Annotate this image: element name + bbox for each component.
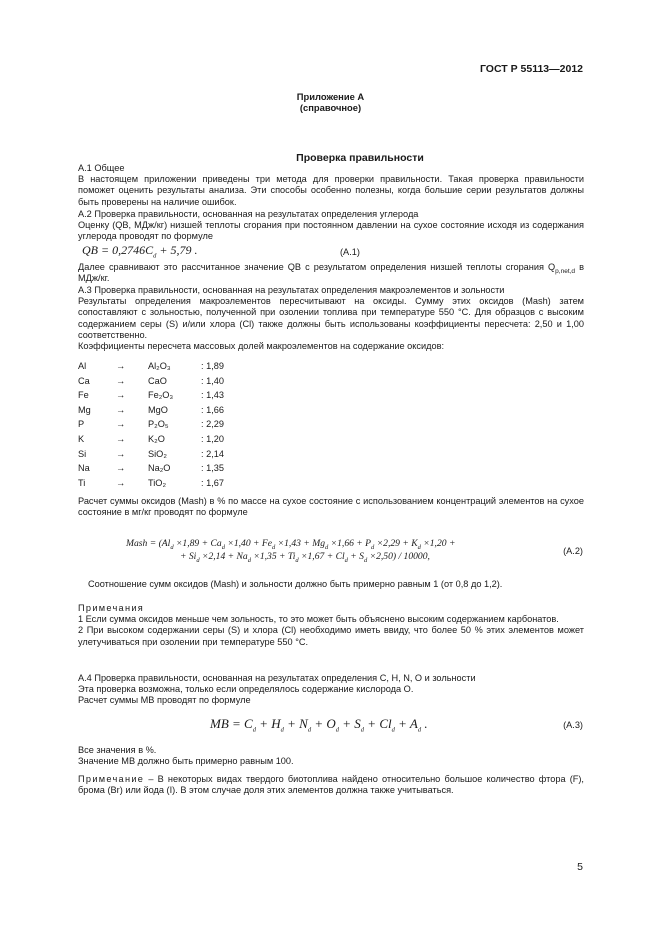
element-symbol: K	[78, 434, 85, 444]
a4-text2: Расчет суммы MB проводят по формуле	[78, 695, 251, 706]
conversion-factor: : 1,40	[201, 375, 224, 386]
a4-after1: Все значения в %.	[78, 745, 157, 755]
element-symbol: Al	[78, 361, 87, 371]
a2-heading: А.2 Проверка правильности, основанная на результатах определения углерода	[78, 209, 419, 219]
standard-header: ГОСТ Р 55113—2012	[479, 63, 583, 75]
oxide-formula: CaO	[148, 375, 167, 386]
section-a2	[78, 209, 584, 243]
a1-text: В настоящем приложении приведены три метода для проверки правильности. Такая проверка правильности поможет оценить результаты анализа. Эти способы особенно полезны, когда большие серии результатов должны быть проверены на наличие ошибок.	[78, 174, 584, 207]
formula-a2	[126, 537, 455, 563]
arrow-icon: →	[116, 448, 126, 459]
ratio-text: Соотношение сумм оксидов (Mash) и зольности должно быть примерно равным 1 (от 0,8 до 1,2).	[88, 579, 503, 589]
a3-heading: А.3 Проверка правильности, основанная на результатах определения макроэлементов и зольности	[78, 285, 505, 295]
arrow-icon: →	[116, 419, 126, 430]
element-symbol: Ti	[78, 477, 86, 488]
a4-note-text: – В некоторых видах твердого биотоплива найдено относительно большое количество фтора (F), брома (Br) или йода (I). В этом случае доля этих элементов должна также учитываться.	[78, 774, 584, 796]
note-1: 1 Если сумма оксидов меньше чем зольность, то это может быть объяснено высоким содержанием карбонатов.	[78, 614, 559, 625]
oxide-formula: MgO	[148, 404, 168, 415]
a1-heading: А.1 Общее	[78, 163, 125, 173]
a3-text: Результаты определения макроэлементов пересчитывают на оксиды. Сумму этих оксидов (Mash) затем сопоставляют с зольностью, полученной при озолении топлива при температуре 550 °С. Для образцов с высоким содержанием серы (S) и/или хлора (Cl) также должны быть использованы коэффициенты пересчета: 2,50 и 1,00 соответственно.	[78, 296, 584, 340]
appendix-subtitle: (справочное)	[299, 102, 362, 113]
oxide-formula: SiO₂	[148, 448, 167, 459]
formula-a1: QB = $0,2746C_d + 5,79$ .	[82, 243, 198, 260]
conversion-factor: : 1,35	[201, 463, 224, 474]
conversion-factor: : 2,14	[201, 448, 224, 459]
a4-after2: Значение MB должно быть примерно равным 100.	[78, 756, 294, 767]
arrow-icon: →	[116, 361, 126, 371]
a4-after	[78, 745, 584, 767]
element-symbol: Si	[78, 448, 87, 459]
notes-block	[78, 603, 584, 648]
a4-text1: Эта проверка возможна, только если определялось содержание кислорода О.	[78, 684, 414, 695]
a2-text: Оценку (QB, МДж/кг) низшей теплоты сгорания при постоянном давлении на сухое состояние исходя из содержания углерода проводят по формуле	[78, 220, 584, 242]
arrow-icon: →	[116, 434, 126, 444]
section-a3	[78, 285, 584, 352]
conversion-factor: : 1,67	[201, 477, 224, 488]
element-symbol: P	[78, 419, 85, 430]
a2-after: Далее сравнивают это рассчитанное значение QB с результатом определения низшей теплоты сгорания $Q_{p,net,d}$ в МДж/кг.	[78, 262, 584, 284]
formula-a2-line1: Mash = ($Al_d \times 1,89 + Ca_d \times 1,40 + Fe_d \times 1,43 + Mg_d \times 1,66 + P_d \times 2,29 + K_d \times 1,20$ +	[126, 538, 456, 551]
section-a4	[78, 673, 584, 707]
element-symbol: Mg	[78, 404, 91, 415]
element-symbol: Na	[78, 463, 90, 474]
arrow-icon: →	[116, 375, 126, 386]
arrow-icon: →	[116, 463, 126, 474]
oxide-formula: Fe₂O₃	[148, 390, 174, 401]
appendix-title: Приложение А	[296, 91, 365, 102]
arrow-icon: →	[116, 404, 126, 415]
formula-a3: MB = $C_d + H_d + N_d + O_d + S_d + Cl_d + A_d$ .	[210, 716, 428, 734]
section-a1	[78, 163, 584, 208]
conversion-factor: : 1,20	[201, 434, 224, 444]
a4-note	[78, 774, 584, 796]
element-symbol: Fe	[78, 390, 89, 401]
formula-a2-line2: + $Si_d \times 2,14 + Na_d \times 1,35 + Ti_d \times 1,67 + Cl_d + S_d \times 2,50) / 10000$,	[180, 551, 430, 564]
appendix-heading	[0, 91, 661, 113]
a3-coef-intro: Коэффициенты пересчета массовых долей макроэлементов на содержание оксидов:	[78, 341, 445, 352]
conversion-factor: : 2,29	[201, 419, 224, 430]
formula-a2-number: (A.2)	[563, 546, 583, 556]
oxide-formula: K₂O	[148, 434, 165, 444]
notes-title: Примечания	[78, 603, 145, 613]
oxide-formula: TiO₂	[148, 477, 167, 488]
arrow-icon: →	[116, 477, 126, 488]
conversion-factor: : 1,89	[201, 361, 224, 371]
note-2: 2 При высоком содержании серы (S) и хлора (Cl) необходимо иметь ввиду, что более 50 % этих элементов может улетучиваться при озолении при температуре 550 °С.	[78, 625, 584, 647]
conversion-factor: : 1,43	[201, 390, 224, 401]
arrow-icon: →	[116, 390, 126, 401]
a4-note-title: Примечание	[78, 774, 145, 784]
oxide-formula: P₂O₅	[148, 419, 169, 430]
mash-intro: Расчет суммы оксидов (Mash) в % по массе на сухое состояние с использованием концентраций элементов на сухое состояние в мг/кг проводят по формуле	[78, 496, 584, 518]
conversion-factor: : 1,66	[201, 404, 224, 415]
page-number: 5	[577, 861, 583, 873]
section-title: Проверка правильности	[296, 152, 424, 164]
formula-a1-number: (A.1)	[340, 247, 360, 257]
oxide-formula: Na₂O	[148, 463, 171, 474]
formula-a3-number: (A.3)	[563, 720, 583, 730]
oxide-formula: Al₂O₃	[148, 361, 171, 371]
element-symbol: Ca	[78, 375, 90, 386]
a4-heading: А.4 Проверка правильности, основанная на результатах определения С, Н, N, О и зольности	[78, 673, 476, 683]
